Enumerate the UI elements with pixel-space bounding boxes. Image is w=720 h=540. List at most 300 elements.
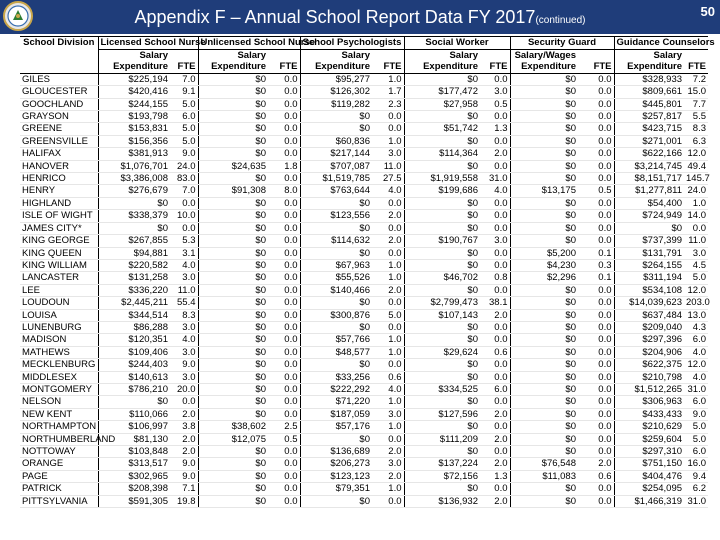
data-cell: 2.0 — [372, 446, 404, 458]
division-name-cell: NOTTOWAY — [20, 446, 98, 458]
data-cell: 5.5 — [684, 111, 708, 123]
table-row — [20, 458, 708, 470]
data-cell: 55.4 — [170, 297, 198, 309]
data-cell: $0 — [198, 222, 268, 234]
group-header: Security Guard — [510, 37, 614, 50]
column-header-fte: FTE — [480, 61, 510, 73]
table-row — [20, 470, 708, 482]
data-cell: $0 — [198, 173, 268, 185]
data-cell: 8.3 — [170, 309, 198, 321]
data-cell: $0 — [300, 123, 372, 135]
data-cell: $0 — [198, 383, 268, 395]
division-name-cell: HALIFAX — [20, 148, 98, 160]
data-cell: $0 — [300, 222, 372, 234]
data-cell: 0.0 — [480, 73, 510, 85]
data-cell: $0 — [510, 321, 578, 333]
division-name-cell: GOOCHLAND — [20, 98, 98, 110]
data-cell: $3,214,745 — [614, 160, 684, 172]
data-cell: $0 — [404, 222, 480, 234]
group-header: Licensed School Nurse — [98, 37, 198, 50]
data-cell: $24,635 — [198, 160, 268, 172]
data-cell: $177,472 — [404, 86, 480, 98]
division-header: School Division — [20, 37, 98, 74]
table-row — [20, 185, 708, 197]
data-cell: $33,256 — [300, 371, 372, 383]
data-cell: $591,305 — [98, 495, 170, 507]
data-cell: $0 — [198, 408, 268, 420]
column-header-salary: Expenditure — [510, 61, 578, 73]
column-header-salary: Salary — [98, 50, 170, 62]
data-cell: 2.0 — [372, 284, 404, 296]
data-cell: 0.0 — [578, 483, 614, 495]
data-cell: 6.2 — [684, 483, 708, 495]
data-cell: 5.0 — [372, 309, 404, 321]
data-cell: $0 — [510, 160, 578, 172]
data-cell: 27.5 — [372, 173, 404, 185]
data-cell: 0.0 — [268, 383, 300, 395]
data-cell: 15.0 — [684, 86, 708, 98]
data-cell: 2.0 — [480, 433, 510, 445]
data-cell: $0 — [510, 421, 578, 433]
data-cell: $534,108 — [614, 284, 684, 296]
data-cell: $276,679 — [98, 185, 170, 197]
data-cell: $123,123 — [300, 470, 372, 482]
table-row — [20, 334, 708, 346]
column-header-salary: Salary — [300, 50, 372, 62]
data-cell: $140,613 — [98, 371, 170, 383]
data-cell: 3.0 — [170, 272, 198, 284]
data-cell: 19.8 — [170, 495, 198, 507]
division-name-cell: NEW KENT — [20, 408, 98, 420]
division-name-cell: GREENE — [20, 123, 98, 135]
data-cell: 9.0 — [170, 458, 198, 470]
data-cell: 3.0 — [170, 371, 198, 383]
data-cell: 0.0 — [268, 135, 300, 147]
data-cell: 0.0 — [480, 160, 510, 172]
data-cell: $0 — [198, 458, 268, 470]
data-cell: 0.0 — [268, 371, 300, 383]
data-cell: $0 — [404, 210, 480, 222]
data-cell: $27,958 — [404, 98, 480, 110]
data-cell: 7.1 — [170, 483, 198, 495]
data-cell: $0 — [198, 371, 268, 383]
data-cell: $126,302 — [300, 86, 372, 98]
data-cell: $46,702 — [404, 272, 480, 284]
data-cell: $131,258 — [98, 272, 170, 284]
subheader-row-1 — [20, 50, 708, 62]
data-cell: 0.0 — [578, 433, 614, 445]
data-cell: $0 — [98, 396, 170, 408]
data-cell: $0 — [510, 148, 578, 160]
data-cell: 3.0 — [684, 247, 708, 259]
division-name-cell: GRAYSON — [20, 111, 98, 123]
data-cell: $51,742 — [404, 123, 480, 135]
data-cell: 0.0 — [268, 235, 300, 247]
data-cell: 9.1 — [170, 86, 198, 98]
data-cell: $0 — [404, 421, 480, 433]
table-row — [20, 148, 708, 160]
data-cell: $264,155 — [614, 259, 684, 271]
division-name-cell: PAGE — [20, 470, 98, 482]
data-cell: $204,906 — [614, 346, 684, 358]
data-cell: 5.0 — [684, 272, 708, 284]
data-cell: $2,445,211 — [98, 297, 170, 309]
division-name-cell: HANOVER — [20, 160, 98, 172]
data-cell: 0.0 — [268, 309, 300, 321]
data-cell: $0 — [510, 359, 578, 371]
data-cell: 0.0 — [372, 111, 404, 123]
data-cell: 0.0 — [578, 346, 614, 358]
data-cell: $38,602 — [198, 421, 268, 433]
data-cell: 4.0 — [372, 383, 404, 395]
table-row — [20, 359, 708, 371]
data-cell: $0 — [404, 259, 480, 271]
data-cell: $0 — [510, 86, 578, 98]
data-cell: $209,040 — [614, 321, 684, 333]
column-header-blank — [684, 50, 708, 62]
data-cell: $120,351 — [98, 334, 170, 346]
column-header-fte: FTE — [578, 61, 614, 73]
data-cell: $622,375 — [614, 359, 684, 371]
table-row — [20, 421, 708, 433]
data-cell: 0.0 — [170, 396, 198, 408]
data-cell: $0 — [300, 247, 372, 259]
page-title: Appendix F – Annual School Report Data FY 2017(continued) — [134, 7, 586, 27]
data-cell: $0 — [510, 433, 578, 445]
data-cell: 0.0 — [372, 321, 404, 333]
data-cell: 0.0 — [480, 222, 510, 234]
table-row — [20, 396, 708, 408]
data-cell: $0 — [198, 321, 268, 333]
data-cell: $0 — [404, 321, 480, 333]
data-cell: 0.0 — [268, 321, 300, 333]
data-cell: 31.0 — [684, 383, 708, 395]
data-cell: 1.3 — [480, 470, 510, 482]
data-cell: 20.0 — [170, 383, 198, 395]
data-cell: $1,512,265 — [614, 383, 684, 395]
table-row — [20, 210, 708, 222]
data-cell: $0 — [198, 446, 268, 458]
data-cell: $344,514 — [98, 309, 170, 321]
table-row — [20, 483, 708, 495]
data-cell: 6.0 — [480, 383, 510, 395]
division-name-cell: LOUDOUN — [20, 297, 98, 309]
data-cell: $707,087 — [300, 160, 372, 172]
data-cell: 0.0 — [268, 446, 300, 458]
data-cell: 0.0 — [480, 371, 510, 383]
data-cell: 3.1 — [170, 247, 198, 259]
data-cell: 2.0 — [372, 470, 404, 482]
division-name-cell: HENRY — [20, 185, 98, 197]
data-cell: $0 — [198, 197, 268, 209]
data-cell: $724,949 — [614, 210, 684, 222]
division-name-cell: NORTHUMBERLAND — [22, 433, 116, 445]
data-cell: 2.3 — [372, 98, 404, 110]
table-row — [20, 371, 708, 383]
data-cell: 0.0 — [268, 495, 300, 507]
data-cell: $0 — [510, 210, 578, 222]
data-cell: $0 — [98, 197, 170, 209]
data-cell: 0.0 — [268, 148, 300, 160]
data-cell: 7.2 — [684, 73, 708, 85]
data-cell: $72,156 — [404, 470, 480, 482]
division-name-cell: NORTHAMPTON — [22, 421, 97, 433]
data-cell: $0 — [300, 111, 372, 123]
data-cell: $0 — [198, 135, 268, 147]
data-cell: 1.0 — [372, 73, 404, 85]
data-cell: $0 — [510, 284, 578, 296]
data-cell: $0 — [198, 247, 268, 259]
data-cell: $0 — [404, 73, 480, 85]
data-cell: 3.0 — [372, 458, 404, 470]
table-row — [20, 309, 708, 321]
data-cell: 0.0 — [268, 334, 300, 346]
data-cell: 1.0 — [372, 272, 404, 284]
division-name-cell: NELSON — [20, 396, 98, 408]
data-cell: 0.0 — [578, 495, 614, 507]
data-cell: $2,799,473 — [404, 297, 480, 309]
data-cell: 0.0 — [268, 470, 300, 482]
data-cell: 0.0 — [268, 346, 300, 358]
data-cell: 0.8 — [480, 272, 510, 284]
data-cell: $763,644 — [300, 185, 372, 197]
table-row — [20, 98, 708, 110]
division-name-cell: LANCASTER — [20, 272, 98, 284]
data-cell: 0.0 — [578, 197, 614, 209]
data-cell: $737,399 — [614, 235, 684, 247]
data-cell: 1.7 — [372, 86, 404, 98]
data-cell: $302,965 — [98, 470, 170, 482]
division-name-cell: LOUISA — [20, 309, 98, 321]
data-cell: 9.0 — [170, 470, 198, 482]
data-cell: 12.0 — [684, 359, 708, 371]
data-cell: 13.0 — [684, 309, 708, 321]
data-cell: 4.0 — [480, 185, 510, 197]
data-cell: $208,398 — [98, 483, 170, 495]
data-cell: $0 — [300, 197, 372, 209]
data-cell: $445,801 — [614, 98, 684, 110]
data-cell: $79,351 — [300, 483, 372, 495]
data-cell: $187,059 — [300, 408, 372, 420]
division-name-cell: ISLE OF WIGHT — [20, 210, 98, 222]
table-row — [20, 247, 708, 259]
data-cell: 0.0 — [268, 259, 300, 271]
data-cell: 0.0 — [578, 408, 614, 420]
data-cell: 9.4 — [684, 470, 708, 482]
data-cell: $109,406 — [98, 346, 170, 358]
column-header-salary: Salary — [404, 50, 480, 62]
data-cell: 3.0 — [480, 235, 510, 247]
data-cell: 24.0 — [170, 160, 198, 172]
data-cell: 8.3 — [684, 123, 708, 135]
data-cell: $0 — [300, 433, 372, 445]
data-cell: 0.0 — [268, 98, 300, 110]
data-cell: 0.0 — [372, 359, 404, 371]
data-cell: $334,525 — [404, 383, 480, 395]
data-cell: $217,144 — [300, 148, 372, 160]
data-cell: $199,686 — [404, 185, 480, 197]
data-cell: $0 — [614, 222, 684, 234]
data-cell: $0 — [404, 197, 480, 209]
data-cell: 0.0 — [578, 396, 614, 408]
data-cell: 4.0 — [684, 346, 708, 358]
data-cell: 0.0 — [480, 334, 510, 346]
data-cell: 0.0 — [578, 222, 614, 234]
division-name-cell: GLOUCESTER — [20, 86, 98, 98]
data-cell: 0.0 — [480, 111, 510, 123]
table-row — [20, 173, 708, 185]
data-cell: 0.0 — [578, 173, 614, 185]
data-cell: 38.1 — [480, 297, 510, 309]
column-header-salary: Salary/Wages — [510, 50, 578, 62]
data-cell: 0.0 — [372, 222, 404, 234]
column-header-salary: Expenditure — [300, 61, 372, 73]
data-cell: $0 — [198, 297, 268, 309]
table-row — [20, 222, 708, 234]
group-header: Unlicensed School Nurse — [198, 37, 300, 50]
data-cell: $111,209 — [404, 433, 480, 445]
data-cell: 0.0 — [372, 123, 404, 135]
data-cell: 2.0 — [480, 408, 510, 420]
column-header-blank — [170, 50, 198, 62]
data-cell: 8.0 — [268, 185, 300, 197]
data-cell: $0 — [198, 148, 268, 160]
data-cell: $423,715 — [614, 123, 684, 135]
data-cell: 1.0 — [372, 135, 404, 147]
data-cell: 2.5 — [268, 421, 300, 433]
data-cell: $0 — [198, 470, 268, 482]
data-cell: 1.0 — [372, 259, 404, 271]
data-cell: 4.0 — [684, 371, 708, 383]
data-cell: $0 — [510, 396, 578, 408]
division-name-cell: LEE — [20, 284, 98, 296]
data-cell: $0 — [510, 383, 578, 395]
data-cell: $0 — [510, 222, 578, 234]
data-cell: $259,604 — [614, 433, 684, 445]
column-header-salary: Expenditure — [404, 61, 480, 73]
table-row — [20, 160, 708, 172]
data-cell: 6.0 — [170, 111, 198, 123]
data-cell: 0.0 — [268, 247, 300, 259]
data-cell: 0.1 — [578, 247, 614, 259]
column-header-salary: Salary — [614, 50, 684, 62]
data-cell: 1.0 — [372, 421, 404, 433]
data-cell: 11.0 — [170, 284, 198, 296]
data-cell: 11.0 — [684, 235, 708, 247]
table-row — [20, 197, 708, 209]
data-cell: 6.0 — [684, 396, 708, 408]
data-cell: 5.3 — [170, 235, 198, 247]
data-cell: 1.3 — [480, 123, 510, 135]
data-cell: $311,194 — [614, 272, 684, 284]
data-cell: $220,582 — [98, 259, 170, 271]
data-cell: 1.0 — [372, 334, 404, 346]
data-cell: 9.0 — [684, 408, 708, 420]
data-cell: $71,220 — [300, 396, 372, 408]
data-cell: $0 — [198, 483, 268, 495]
data-cell: $222,292 — [300, 383, 372, 395]
data-cell: 0.0 — [480, 210, 510, 222]
data-cell: $0 — [510, 197, 578, 209]
data-cell: $137,224 — [404, 458, 480, 470]
data-cell: $1,519,785 — [300, 173, 372, 185]
data-cell: $0 — [300, 321, 372, 333]
data-cell: $14,039,623 — [614, 297, 684, 309]
subheader-row-2 — [20, 61, 708, 73]
data-cell: $0 — [198, 284, 268, 296]
data-cell: $136,932 — [404, 495, 480, 507]
data-cell: 0.0 — [480, 247, 510, 259]
data-cell: $127,596 — [404, 408, 480, 420]
data-cell: $328,933 — [614, 73, 684, 85]
data-cell: $306,963 — [614, 396, 684, 408]
division-name-cell: ORANGE — [20, 458, 98, 470]
data-cell: $12,075 — [198, 433, 268, 445]
data-cell: 11.0 — [372, 160, 404, 172]
data-cell: 4.5 — [684, 259, 708, 271]
data-cell: 0.0 — [578, 135, 614, 147]
data-cell: $0 — [198, 346, 268, 358]
data-cell: 83.0 — [170, 173, 198, 185]
data-cell: 3.0 — [170, 321, 198, 333]
data-cell: 2.0 — [372, 210, 404, 222]
data-cell: 0.0 — [578, 148, 614, 160]
data-cell: 145.7 — [686, 173, 710, 185]
data-cell: $0 — [198, 123, 268, 135]
division-name-cell: MADISON — [20, 334, 98, 346]
data-cell: $0 — [404, 396, 480, 408]
data-cell: $751,150 — [614, 458, 684, 470]
data-cell: $637,484 — [614, 309, 684, 321]
data-cell: 0.0 — [480, 421, 510, 433]
data-cell: $119,282 — [300, 98, 372, 110]
data-cell: $297,310 — [614, 446, 684, 458]
data-cell: $55,526 — [300, 272, 372, 284]
data-cell: 0.5 — [480, 98, 510, 110]
data-cell: $0 — [404, 160, 480, 172]
data-cell: 0.0 — [268, 483, 300, 495]
data-cell: $0 — [198, 309, 268, 321]
data-cell: 203.0 — [686, 297, 710, 309]
data-cell: $420,416 — [98, 86, 170, 98]
data-cell: 0.6 — [372, 371, 404, 383]
table-row — [20, 297, 708, 309]
data-cell: 0.0 — [578, 321, 614, 333]
page-number: 50 — [700, 4, 715, 19]
data-cell: $54,400 — [614, 197, 684, 209]
data-cell: 9.0 — [170, 148, 198, 160]
data-cell: 0.5 — [268, 433, 300, 445]
data-cell: 0.0 — [578, 446, 614, 458]
data-cell: $0 — [510, 111, 578, 123]
data-cell: $0 — [510, 309, 578, 321]
data-cell: $0 — [404, 446, 480, 458]
data-cell: 0.0 — [372, 433, 404, 445]
data-cell: 5.0 — [170, 98, 198, 110]
data-cell: 31.0 — [684, 495, 708, 507]
data-cell: 2.0 — [372, 235, 404, 247]
column-header-fte: FTE — [372, 61, 404, 73]
table-row — [20, 284, 708, 296]
data-cell: $786,210 — [98, 383, 170, 395]
data-cell: $206,273 — [300, 458, 372, 470]
data-cell: $244,155 — [98, 98, 170, 110]
data-cell: $0 — [510, 235, 578, 247]
data-cell: 0.0 — [578, 86, 614, 98]
division-name-cell: PITTSYLVANIA — [20, 495, 98, 507]
data-cell: $0 — [510, 334, 578, 346]
data-cell: 0.0 — [578, 210, 614, 222]
